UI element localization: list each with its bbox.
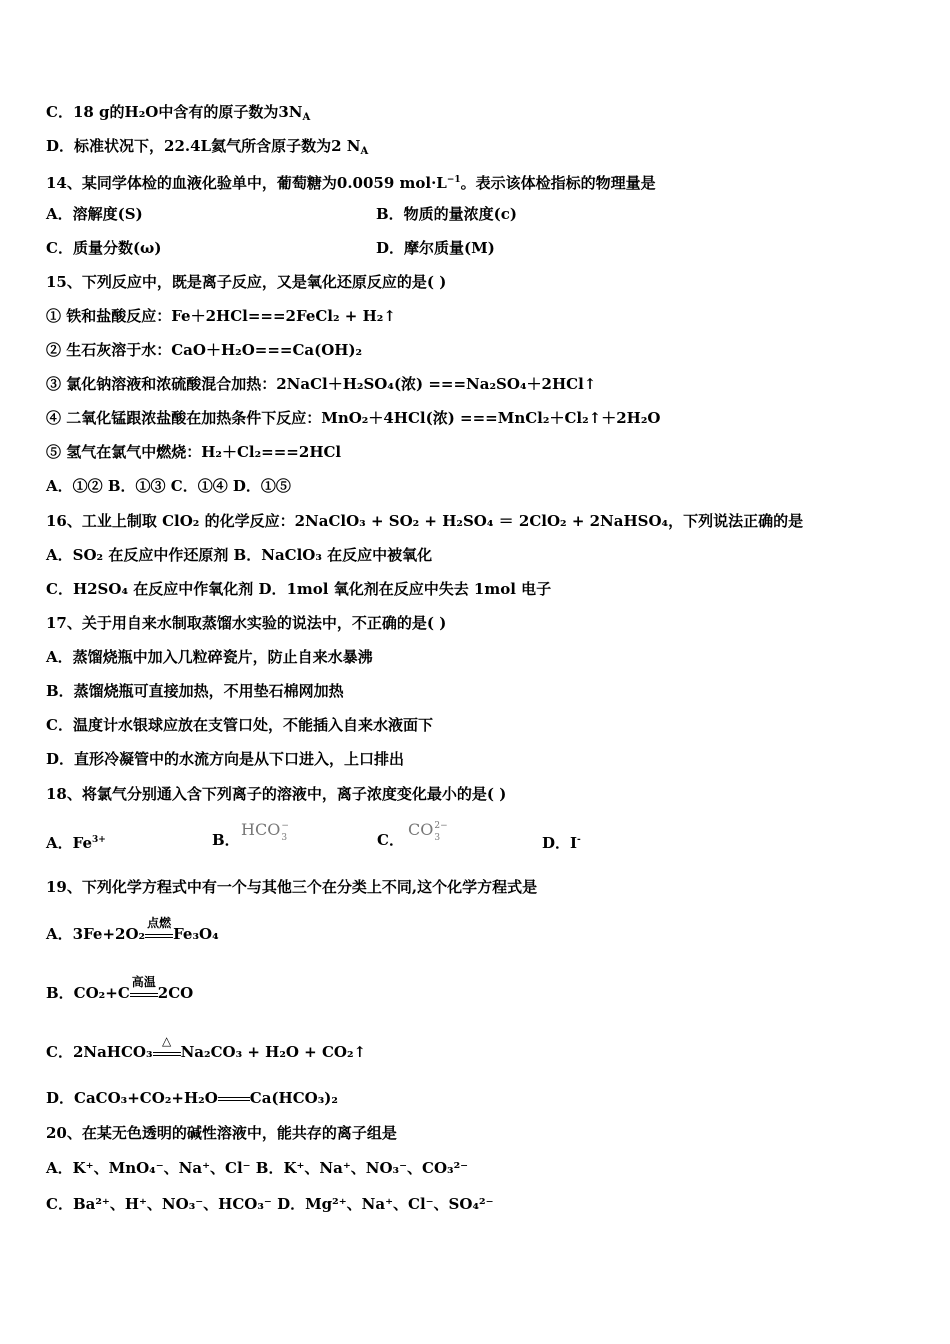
q17-stem: 17、关于用自来水制取蒸馏水实验的说法中，不正确的是( ) xyxy=(46,614,447,632)
q20-stem: 20、在某无色透明的碱性溶液中，能共存的离子组是 xyxy=(46,1124,397,1142)
q15-reaction-1: ① 铁和盐酸反应：Fe＋2HCl===2FeCl₂ + H₂↑ xyxy=(46,307,396,325)
q14-stem: 14、某同学体检的血液化验单中，葡萄糖为0.0059 $mol\cdot L^{-1}$。表示该体检指标的物理量是 xyxy=(46,174,656,192)
q20-options-cd: C．Ba²⁺、H⁺、NO₃⁻、HCO₃⁻ D．Mg²⁺、Na⁺、Cl⁻、SO₄²⁻ xyxy=(46,1195,494,1213)
q13-option-d: D．标准状况下，22.4L氦气所含原子数为2 $N_A$ xyxy=(46,137,369,157)
q18-formula-co3: CO 2− 3 xyxy=(408,820,448,843)
reaction-condition-heat: △ xyxy=(153,1043,181,1063)
q19-option-a: A．3Fe+2O₂ 点燃 Fe₃O₄ xyxy=(46,916,219,943)
q15-options: A．①② B．①③ C．①④ D．①⑤ xyxy=(46,477,291,495)
q16-options-cd: C．H2SO₄ 在反应中作氧化剂 D．1mol 氧化剂在反应中失去 1mol 电子 xyxy=(46,580,552,598)
q19-option-b: B．CO₂+C 高温 2CO xyxy=(46,975,194,1002)
q14-option-b: B．物质的量浓度(c) xyxy=(376,205,518,223)
q15-stem: 15、下列反应中，既是离子反应，又是氧化还原反应的是( ) xyxy=(46,273,447,291)
q18-formula-hco3: HCO − 3 xyxy=(241,820,289,843)
equals-sign xyxy=(218,1089,250,1109)
q17-option-c: C．温度计水银球应放在支管口处，不能插入自来水液面下 xyxy=(46,716,433,734)
q18-stem: 18、将氯气分别通入含下列离子的溶液中，离子浓度变化最小的是( ) xyxy=(46,785,507,803)
q18-option-d: D．I- xyxy=(542,834,581,852)
q20-options-ab: A．K⁺、MnO₄⁻、Na⁺、Cl⁻ B．K⁺、Na⁺、NO₃⁻、CO₃²⁻ xyxy=(46,1159,469,1177)
q18-option-a: A．$Fe^{3+}$ xyxy=(46,834,106,852)
q15-reaction-4: ④ 二氧化锰跟浓盐酸在加热条件下反应：MnO₂＋4HCl(浓) ===MnCl₂＋Cl₂↑＋2H₂O xyxy=(46,409,661,427)
q15-reaction-5: ⑤ 氢气在氯气中燃烧：H₂＋Cl₂===2HCl xyxy=(46,443,342,461)
q15-reaction-3: ③ 氯化钠溶液和浓硫酸混合加热：2NaCl＋H₂SO₄(浓) ===Na₂SO₄＋2HCl↑ xyxy=(46,375,597,393)
reaction-condition-high-temp: 高温 xyxy=(130,984,158,1004)
q17-option-b: B．蒸馏烧瓶可直接加热，不用垫石棉网加热 xyxy=(46,682,344,700)
q14-option-a: A．溶解度(S) xyxy=(46,205,143,223)
q19-option-c: C．2NaHCO₃ △ Na₂CO₃ + H₂O + CO₂↑ xyxy=(46,1034,367,1061)
q16-stem: 16、工业上制取 ClO₂ 的化学反应：2NaClO₃ + SO₂ + H₂SO₄ ＝ 2ClO₂ + 2NaHSO₄，下列说法正确的是 xyxy=(46,512,804,530)
q17-option-a: A．蒸馏烧瓶中加入几粒碎瓷片，防止自来水暴沸 xyxy=(46,648,373,666)
q14-option-d: D．摩尔质量(M) xyxy=(376,239,495,257)
q18-option-b: B． xyxy=(212,831,240,849)
q19-stem: 19、下列化学方程式中有一个与其他三个在分类上不同,这个化学方程式是 xyxy=(46,878,538,896)
reaction-condition-ignite: 点燃 xyxy=(145,925,173,945)
q13-option-c: C．18 g的H₂O中含有的原子数为$3N_A$ xyxy=(46,103,311,123)
q15-reaction-2: ② 生石灰溶于水：CaO＋H₂O===Ca(OH)₂ xyxy=(46,341,363,359)
q18-option-c: C． xyxy=(377,831,404,849)
q16-options-ab: A．SO₂ 在反应中作还原剂 B．NaClO₃ 在反应中被氧化 xyxy=(46,546,433,564)
q17-option-d: D．直形冷凝管中的水流方向是从下口进入，上口排出 xyxy=(46,750,405,768)
q19-option-d: D．CaCO₃+CO₂+H₂O Ca(HCO₃)₂ xyxy=(46,1089,338,1107)
q14-option-c: C．质量分数(ω) xyxy=(46,239,162,257)
